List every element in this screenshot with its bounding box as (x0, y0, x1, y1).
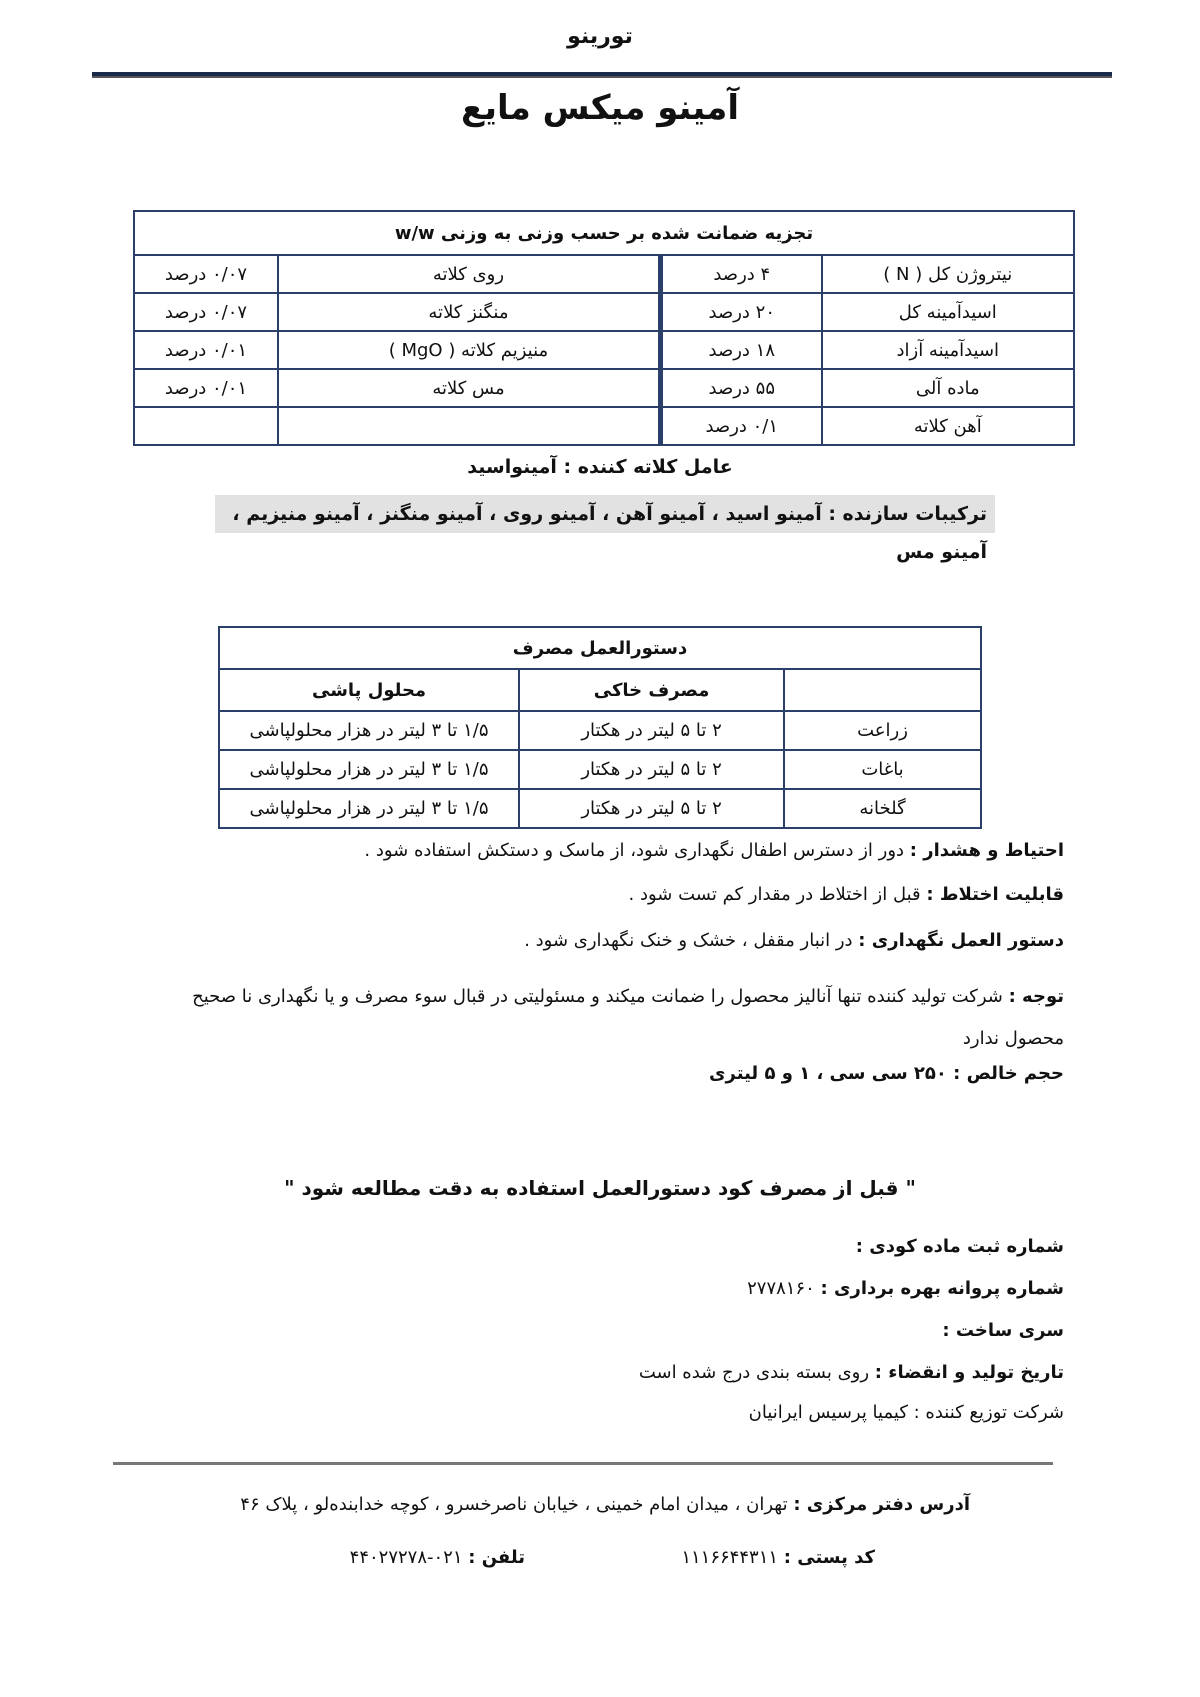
spray-cell: ۱/۵ تا ۳ لیتر در هزار محلولپاشی (219, 711, 519, 750)
phone-label: تلفن : (468, 1547, 525, 1568)
note-paragraph (134, 976, 1064, 1060)
mixing-line (629, 884, 1064, 905)
table-row (134, 331, 1074, 369)
usage-table (218, 626, 982, 829)
warning-line (364, 840, 1064, 861)
address-line (240, 1494, 970, 1515)
soil-cell: ۲ تا ۵ لیتر در هکتار (519, 711, 784, 750)
warning-text: دور از دسترس اطفال نگهداری شود، از ماسک و دستکش استفاده شود . (364, 840, 910, 861)
license-label: شماره پروانه بهره برداری : (820, 1278, 1064, 1299)
soil-cell: ۲ تا ۵ لیتر در هکتار (519, 750, 784, 789)
analysis-value: ۰/۰۱ درصد (134, 331, 278, 369)
spray-cell: ۱/۵ تا ۳ لیتر در هزار محلولپاشی (219, 750, 519, 789)
phone-value: ۰۲۱-۴۴۰۲۷۲۷۸ (349, 1547, 469, 1568)
note-text: شرکت تولید کننده تنها آنالیز محصول را ضمانت میکند و مسئولیتی در قبال سوء مصرف و یا نگهداری نا صحیح محصول ندارد (192, 986, 1064, 1049)
table-row (134, 255, 1074, 293)
registration-line: شماره ثبت ماده کودی : (855, 1236, 1064, 1257)
distributor-line: شرکت توزیع کننده : کیمیا پرسیس ایرانیان (748, 1402, 1064, 1423)
phone-line (350, 1547, 525, 1568)
analysis-value: ۲۰ درصد (660, 293, 821, 331)
license-value: ۲۷۷۸۱۶۰ (747, 1278, 821, 1299)
table-row (134, 293, 1074, 331)
table-row (219, 711, 981, 750)
postal-label: کد پستی : (783, 1547, 875, 1568)
instruction-quote: " قبل از مصرف کود دستورالعمل استفاده به دقت مطالعه شود " (284, 1176, 916, 1200)
batch-line: سری ساخت : (942, 1320, 1064, 1341)
table-row (134, 407, 1074, 445)
storage-label: دستور العمل نگهداری : (858, 930, 1064, 951)
soil-cell: ۲ تا ۵ لیتر در هکتار (519, 789, 784, 828)
table-row (219, 669, 981, 711)
analysis-label: منگنز کلاته (278, 293, 661, 331)
analysis-label (278, 407, 661, 445)
analysis-label: منیزیم کلاته ( MgO ) (278, 331, 661, 369)
analysis-value: ۰/۱ درصد (660, 407, 821, 445)
analysis-value (134, 407, 278, 445)
dates-line (639, 1362, 1064, 1383)
analysis-label: مس کلاته (278, 369, 661, 407)
mixing-text: قبل از اختلاط در مقدار کم تست شود . (628, 884, 927, 905)
soil-column-header: مصرف خاکی (519, 669, 784, 711)
usage-header: دستورالعمل مصرف (219, 627, 981, 669)
address-label: آدرس دفتر مرکزی : (793, 1494, 970, 1515)
analysis-value: ۱۸ درصد (660, 331, 821, 369)
analysis-label: اسیدآمینه آزاد (822, 331, 1074, 369)
analysis-value: ۴ درصد (660, 255, 821, 293)
table-row (134, 369, 1074, 407)
table-row (219, 789, 981, 828)
brand-name: تورینو (567, 24, 633, 49)
table-row (219, 750, 981, 789)
crop-cell: زراعت (784, 711, 981, 750)
composition-banner: ترکیبات سازنده : آمینو اسید ، آمینو آهن ، آمینو روی ، آمینو منگنز ، آمینو منیزیم ، آمینو مس (215, 495, 995, 533)
net-volume: حجم خالص : ۲۵۰ سی سی ، ۱ و ۵ لیتری (709, 1063, 1064, 1084)
storage-text: در انبار مقفل ، خشک و خنک نگهداری شود . (524, 930, 859, 951)
address-text: تهران ، میدان امام خمینی ، خیابان ناصرخسرو ، کوچه خدابندەلو ، پلاک ۴۶ (240, 1494, 794, 1515)
analysis-value: ۰/۰۱ درصد (134, 369, 278, 407)
dates-label: تاریخ تولید و انقضاء : (874, 1362, 1064, 1383)
analysis-label: روی کلاته (278, 255, 661, 293)
crop-column-header (784, 669, 981, 711)
postal-value: ۱۱۱۶۶۴۴۳۱۱ (681, 1547, 784, 1568)
analysis-label: آهن کلاته (822, 407, 1074, 445)
analysis-label: نیتروژن کل ( N ) (822, 255, 1074, 293)
license-line (747, 1278, 1064, 1299)
spray-column-header: محلول پاشی (219, 669, 519, 711)
header-rule (92, 72, 1112, 78)
footer-rule (113, 1462, 1053, 1465)
dates-text: روی بسته بندی درج شده است (638, 1362, 875, 1383)
postal-code-line (681, 1547, 875, 1568)
warning-label: احتیاط و هشدار : (909, 840, 1064, 861)
analysis-label: اسیدآمینه کل (822, 293, 1074, 331)
analysis-value: ۰/۰۷ درصد (134, 255, 278, 293)
analysis-label: ماده آلی (822, 369, 1074, 407)
chelating-agent: عامل کلاته کننده : آمینواسید (467, 456, 733, 478)
storage-line (524, 930, 1064, 951)
analysis-value: ۰/۰۷ درصد (134, 293, 278, 331)
spray-cell: ۱/۵ تا ۳ لیتر در هزار محلولپاشی (219, 789, 519, 828)
note-label: توجه : (1008, 986, 1064, 1007)
guaranteed-analysis-table (133, 210, 1075, 446)
crop-cell: باغات (784, 750, 981, 789)
crop-cell: گلخانه (784, 789, 981, 828)
mixing-label: قابلیت اختلاط : (926, 884, 1064, 905)
analysis-header: تجزیه ضمانت شده بر حسب وزنی به وزنی w/w (134, 211, 1074, 255)
product-title: آمینو میکس مایع (460, 88, 740, 128)
analysis-value: ۵۵ درصد (660, 369, 821, 407)
